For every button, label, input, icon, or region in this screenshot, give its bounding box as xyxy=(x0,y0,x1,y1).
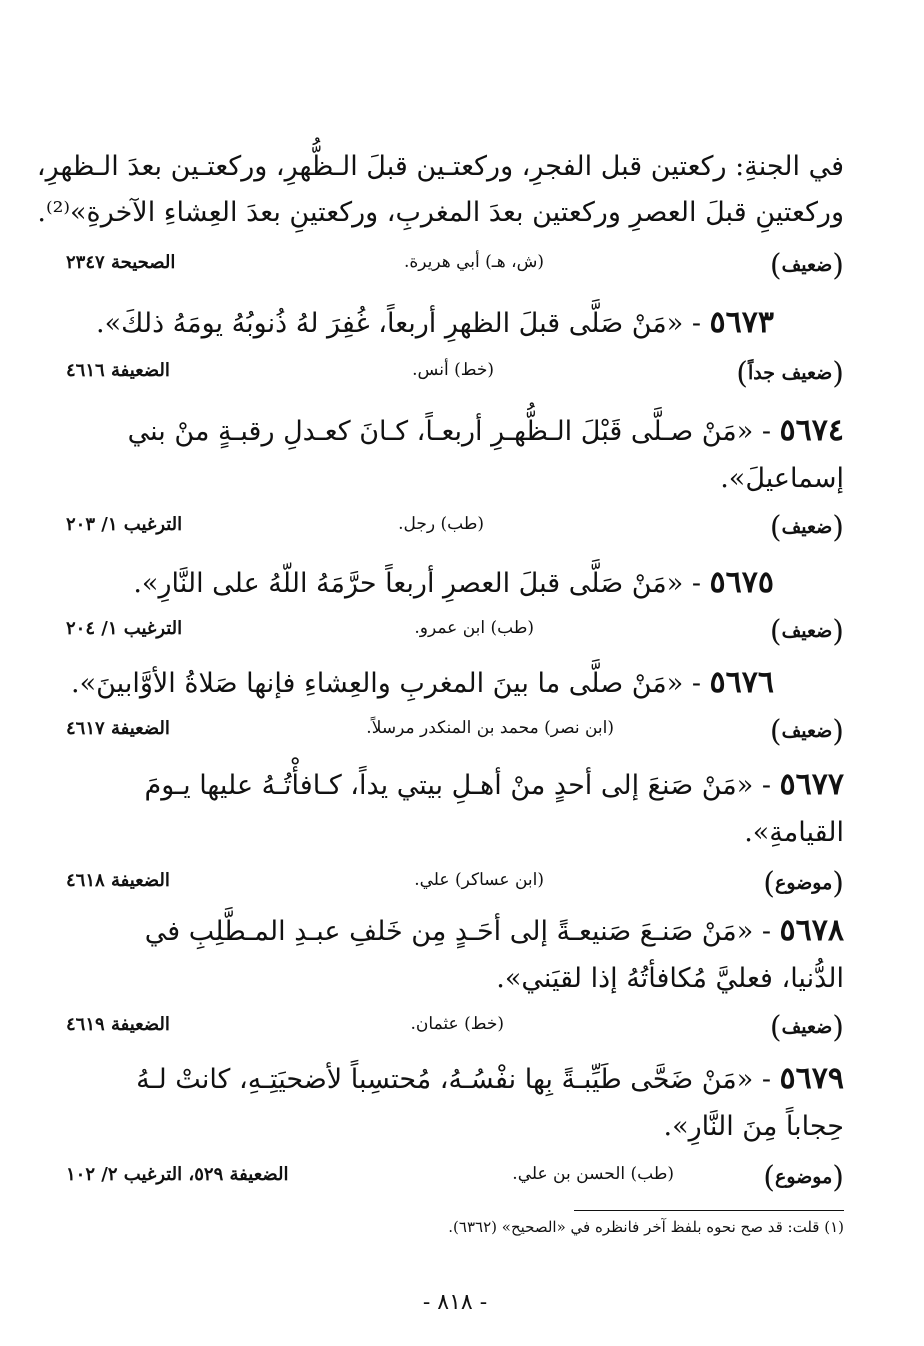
source-text: (ابن نصر) محمد بن المنكدر مرسلاً. xyxy=(366,718,614,738)
grade-row xyxy=(66,1160,844,1194)
grade-label: (ضعيف) xyxy=(769,1010,844,1045)
grade-row xyxy=(66,356,844,390)
source-text: (خط) عثمان. xyxy=(410,1014,504,1034)
hadith-5678 xyxy=(66,914,844,949)
hadith-number: ٥٦٧٩ xyxy=(779,1061,844,1096)
hadith-text: - «مَنْ صلَّى ما بينَ المغربِ والعِشاءِ فإنها صَلاةُ الأوَّابينَ». xyxy=(71,668,701,699)
hadith-text: - «مَنْ صَنعَ إلى أحدٍ منْ أهـلِ بيتي يداً، كـافأْتُـهُ عليها يـومَ xyxy=(144,770,771,801)
hadith-continuation: الدُّنيا، فعليَّ مُكافأتُهُ إذا لقيَني». xyxy=(496,963,844,994)
reference-text: الضعيفة ٤٦١٨ xyxy=(66,870,170,891)
grade-row xyxy=(66,714,844,748)
document-page xyxy=(36,0,844,1346)
hadith-text: - «مَنْ صَلَّى قبلَ الظهرِ أربعاً، غُفِرَ لهُ ذُنوبُهُ يومَهُ ذلكَ». xyxy=(95,308,701,339)
grade-label: (ضعيف) xyxy=(769,248,844,283)
hadith-5673 xyxy=(66,306,774,341)
intro-line-2: وركعتينِ قبلَ العصرِ وركعتين بعدَ المغربِ، وركعتينِ بعدَ العِشاءِ الآخرةِ»⁽²⁾. xyxy=(37,197,844,228)
reference-text: الضعيفة ٥٢٩، الترغيب ٢/ ١٠٢ xyxy=(66,1164,289,1185)
source-text: (طب) الحسن بن علي. xyxy=(512,1164,674,1184)
hadith-text: - «مَنْ صَلَّى قبلَ العصرِ أربعاً حرَّمَهُ اللّهُ على النَّارِ». xyxy=(133,568,701,599)
source-text: (طب) ابن عمرو. xyxy=(414,618,534,638)
grade-row xyxy=(66,1010,844,1044)
hadith-5676 xyxy=(66,666,774,701)
page-number: - ٨١٨ - xyxy=(422,1290,488,1315)
grade-row xyxy=(66,866,844,900)
reference-text: الترغيب ١/ ٢٠٤ xyxy=(66,618,183,639)
reference-text: الضعيفة ٤٦١٧ xyxy=(66,718,170,739)
grade-row xyxy=(66,614,844,648)
hadith-5677 xyxy=(66,768,844,803)
hadith-5675 xyxy=(66,566,774,601)
hadith-number: ٥٦٧٧ xyxy=(779,767,844,802)
footnote: (١) قلت: قد صح نحوه بلفظ آخر فانظره في «الصحيح» (٦٣٦٢). xyxy=(448,1218,844,1236)
footnote-divider xyxy=(574,1210,844,1211)
source-text: (خط) أنس. xyxy=(412,360,494,380)
hadith-5674 xyxy=(66,414,844,449)
source-text: (طب) رجل. xyxy=(398,514,484,534)
grade-label: (ضعيف جداً) xyxy=(736,356,844,391)
grade-row xyxy=(66,510,844,544)
hadith-continuation: حِجاباً مِنَ النَّارِ». xyxy=(663,1111,844,1142)
hadith-text: - «مَنْ ضَحَّى طَيِّبـةً بِها نفْسُـهُ، مُحتسِباً لأضحيَتِـهِ، كانتْ لـهُ xyxy=(136,1064,771,1095)
source-text: (ش، هـ) أبي هريرة. xyxy=(403,252,544,272)
grade-label: (ضعيف) xyxy=(769,614,844,649)
hadith-5679 xyxy=(66,1062,844,1097)
reference-text: الترغيب ١/ ٢٠٣ xyxy=(66,514,183,535)
hadith-number: ٥٦٧٣ xyxy=(709,305,774,340)
reference-text: الضعيفة ٤٦١٩ xyxy=(66,1014,170,1035)
grade-label: (موضوع) xyxy=(763,1160,844,1195)
grade-label: (ضعيف) xyxy=(769,510,844,545)
hadith-continuation: القيامةِ». xyxy=(744,817,844,848)
hadith-number: ٥٦٧٨ xyxy=(779,913,844,948)
intro-line-1: في الجنةِ: ركعتين قبل الفجرِ، وركعتـين قبلَ الـظُّهرِ، وركعتـين بعدَ الـظهرِ، xyxy=(36,151,844,182)
hadith-continuation: إسماعيلَ». xyxy=(720,463,844,494)
grade-label: (موضوع) xyxy=(763,866,844,901)
source-text: (ابن عساكر) علي. xyxy=(414,870,544,890)
hadith-number: ٥٦٧٥ xyxy=(709,565,774,600)
reference-text: الضعيفة ٤٦١٦ xyxy=(66,360,170,381)
hadith-number: ٥٦٧٤ xyxy=(779,413,844,448)
grade-row xyxy=(66,248,844,282)
hadith-text: - «مَنْ صـلَّى قَبْلَ الـظُّهـرِ أربعـاً، كـانَ كعـدلِ رقبـةٍ منْ بني xyxy=(127,416,771,447)
hadith-number: ٥٦٧٦ xyxy=(709,665,774,700)
reference-text: الصحيحة ٢٣٤٧ xyxy=(66,252,176,273)
grade-label: (ضعيف) xyxy=(769,714,844,749)
hadith-text: - «مَنْ صَنـعَ صَنيعـةً إلى أحَـدٍ مِن خَلفِ عبـدِ المـطَّلِبِ في xyxy=(144,916,771,947)
